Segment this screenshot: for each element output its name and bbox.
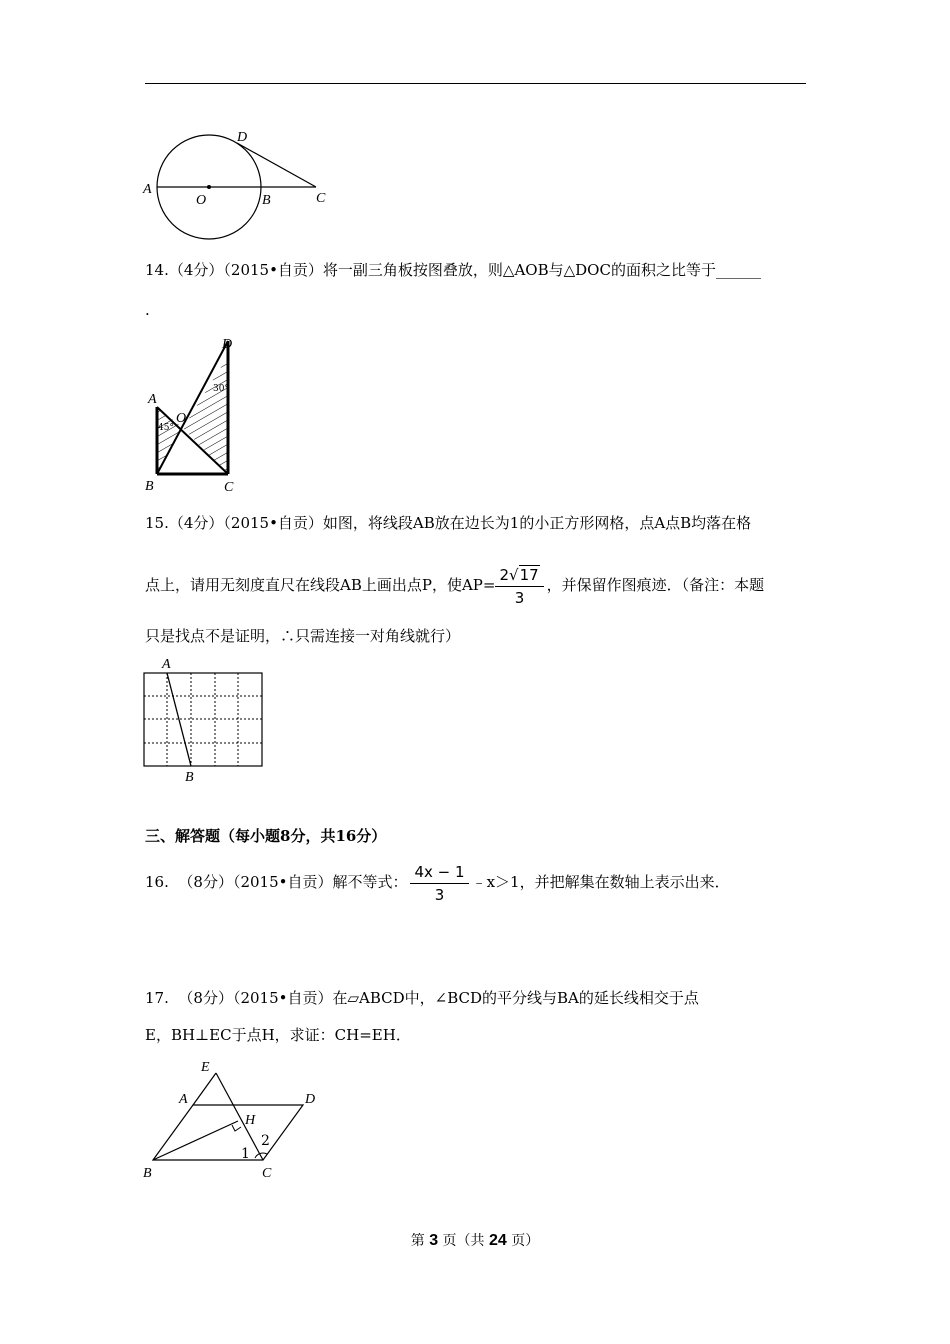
label-a: A <box>148 392 157 407</box>
label-a: A <box>179 1092 188 1107</box>
angle-30-label: 30° <box>213 384 229 394</box>
q14-period: . <box>145 301 150 319</box>
q14-blank: ______ <box>715 261 761 279</box>
q15-frac-den: 3 <box>514 588 525 607</box>
q16-frac-num: 4x − 1 <box>410 863 468 884</box>
sqrt-sign: √ <box>509 565 519 584</box>
q16-fraction <box>410 863 468 904</box>
q15-fraction <box>495 566 543 607</box>
q14-number: 14. <box>145 261 169 279</box>
label-c: C <box>224 480 234 495</box>
q15-line2 <box>145 563 764 607</box>
q16-post: ﹣x＞1，并把解集在数轴上表示出来． <box>471 873 730 891</box>
q17-line1-text: （8分）（2015•自贡）在▱ABCD中，∠BCD的平分线与BA的延长线相交于点 <box>178 989 699 1007</box>
q15-frac-rad: 17 <box>519 565 539 584</box>
set-squares-figure <box>140 333 250 495</box>
label-c: C <box>262 1166 272 1181</box>
q15-number: 15. <box>145 514 169 532</box>
q15-frac-coef: 2 <box>499 565 509 584</box>
label-d: D <box>305 1092 316 1107</box>
section-title: 三、解答题（每小题8分，共16分） <box>145 827 387 845</box>
footer-page: 3 <box>429 1232 439 1249</box>
footer-mid: 页（共 <box>438 1233 489 1249</box>
header-rule <box>145 83 806 84</box>
footer-pre: 第 <box>410 1233 430 1249</box>
label-o: O <box>196 193 207 208</box>
parallelogram-figure <box>138 1055 338 1185</box>
label-d: D <box>237 130 248 145</box>
q14-line1 <box>145 260 761 280</box>
q15-line2-post: ，并保留作图痕迹．（备注：本题 <box>546 576 765 594</box>
footer-post: 页） <box>506 1233 540 1249</box>
q16-line <box>145 860 730 904</box>
label-a: A <box>162 657 171 672</box>
q15-line2-pre: 点上，请用无刻度直尺在线段AB上画出点P，使AP= <box>145 576 496 594</box>
label-h: H <box>245 1113 256 1128</box>
q16-number: 16. <box>145 873 169 891</box>
label-c: C <box>316 191 326 206</box>
q16-pre: （8分）（2015•自贡）解不等式： <box>178 873 408 891</box>
label-o: O <box>176 411 187 426</box>
circle-tangent-figure <box>140 122 340 250</box>
q17-line1 <box>145 988 699 1008</box>
label-b: B <box>185 770 194 785</box>
label-a: A <box>143 182 152 197</box>
q15-line1 <box>145 513 751 533</box>
label-d: D <box>222 337 233 352</box>
q15-line1-text: （4分）（2015•自贡）如图，将线段AB放在边长为1的小正方形网格，点A点B均落在格 <box>168 514 752 532</box>
angle-2-label: 2 <box>261 1133 270 1149</box>
label-b: B <box>262 193 271 208</box>
q15-line3: 只是找点不是证明，∴只需连接一对角线就行） <box>145 627 461 645</box>
q16-frac-den: 3 <box>434 885 445 904</box>
label-e: E <box>201 1060 210 1075</box>
label-b: B <box>145 479 154 494</box>
footer-total: 24 <box>489 1232 507 1249</box>
label-b: B <box>143 1166 152 1181</box>
q17-line2: E，BH⊥EC于点H，求证：CH=EH． <box>145 1026 411 1044</box>
angle-1-label: 1 <box>241 1146 250 1162</box>
page-footer <box>0 1230 950 1250</box>
grid-figure <box>140 654 270 784</box>
q14-text: （4分）（2015•自贡）将一副三角板按图叠放，则△AOB与△DOC的面积之比等于 <box>168 261 716 279</box>
angle-45-label: 45° <box>158 423 174 433</box>
q17-number: 17. <box>145 989 169 1007</box>
